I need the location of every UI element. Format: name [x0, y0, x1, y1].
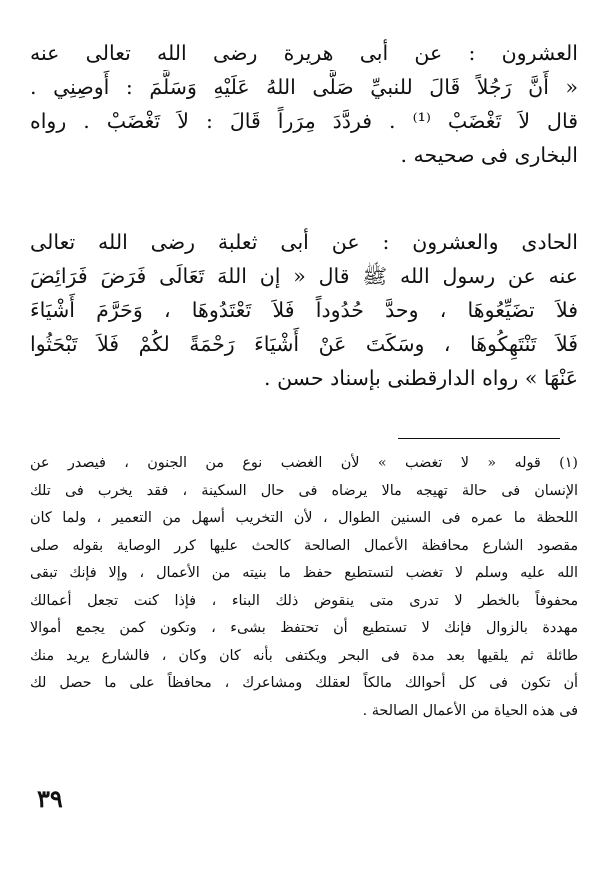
text-line: العشرون : عن أبى هريرة رضى الله تعالى عنه: [30, 41, 578, 65]
text-line: فَلاَ تَنْتَهِكُوهَا ، وسَكَتَ عَنْ أَشْيَاءَ رَحْمَةً لكُمْ فَلاَ تَبْحَثُوا: [30, 332, 578, 356]
text-line: فلاَ تضَيِّعُوهَا ، وحدَّ حُدُوداً فَلاَ تَعْتَدُوهَا ، وَحَرَّمَ أَشْيَاءَ: [30, 298, 578, 322]
footnote-line: فى هذه الحياة من الأعمال الصالحة .: [362, 702, 578, 719]
footnote-line: أن تكون فى كل أحوالك مالكاً لعقلك ومشاعرك ، محافظاً على ما حصل لك: [30, 675, 578, 691]
text-line: البخارى فى صحيحه .: [400, 143, 578, 167]
footnote-line: الله عليه وسلم لا تغضب لتستطيع حفظ ما بنيته من الأعمال ، وإلا فإنك تبقى: [30, 565, 578, 581]
text-line: « أَنَّ رَجُلاً قَالَ للنبيِّ صَلَّى اللهُ عَلَيْهِ وَسَلَّمَ : أَوصِنِي .: [30, 75, 578, 99]
footnote-line: مقصود الشارع محافظة الأعمال الصالحة كالحث عليها كرر الوصاية بقوله صلى: [30, 537, 578, 554]
footnote-line: اللحظة ما عمره فى السنين الطوال ، لأن التخريب أسهل من التعمير ، ولما كان: [30, 510, 578, 526]
footnote-line: محفوفاً بالخطر لا تدرى متى ينقوض ذلك البناء ، فإذا كنت تجعل أعمالك: [30, 592, 578, 609]
footnote-divider: [398, 438, 560, 439]
hadith-20-paragraph: [30, 36, 578, 172]
text-line: عَنْهَا » رواه الدارقطنى بإسناد حسن .: [264, 366, 578, 390]
text-line: عنه عن رسول الله ﷺ قال « إن اللهَ تَعَالَى فَرَضَ فَرَائِضَ: [30, 264, 578, 288]
footnote-line: مهددة بالزوال فإنك لا تستطيع أن تحتفظ بشىء ، وتكون كمن يجمع أموالا: [30, 620, 578, 636]
footnote-line: الإنسان فى حالة تهيجه مالا يرضاه فى حال السكينة ، فقد يخرب فى تلك: [30, 482, 578, 499]
text-line: قال لاَ تَغْضَبْ ⁽¹⁾ . فردَّدَ مِرَراً قَالَ : لاَ تَغْضَبْ . رواه: [30, 109, 578, 133]
hadith-21-paragraph: [30, 225, 578, 395]
text-line: الحادى والعشرون : عن أبى ثعلبة رضى الله تعالى: [30, 230, 578, 254]
footnote-line: طائلة ثم يلقيها بعد مدة فى البحر ويكتفى بأنه كان وكان ، فالشارع يريد منك: [30, 647, 578, 664]
page-number: ٣٩: [37, 784, 63, 813]
footnote-line: (١) قوله « لا تغضب » لأن الغضب نوع من الجنون ، فيصدر عن: [30, 455, 578, 471]
footnote-block: [30, 450, 578, 725]
